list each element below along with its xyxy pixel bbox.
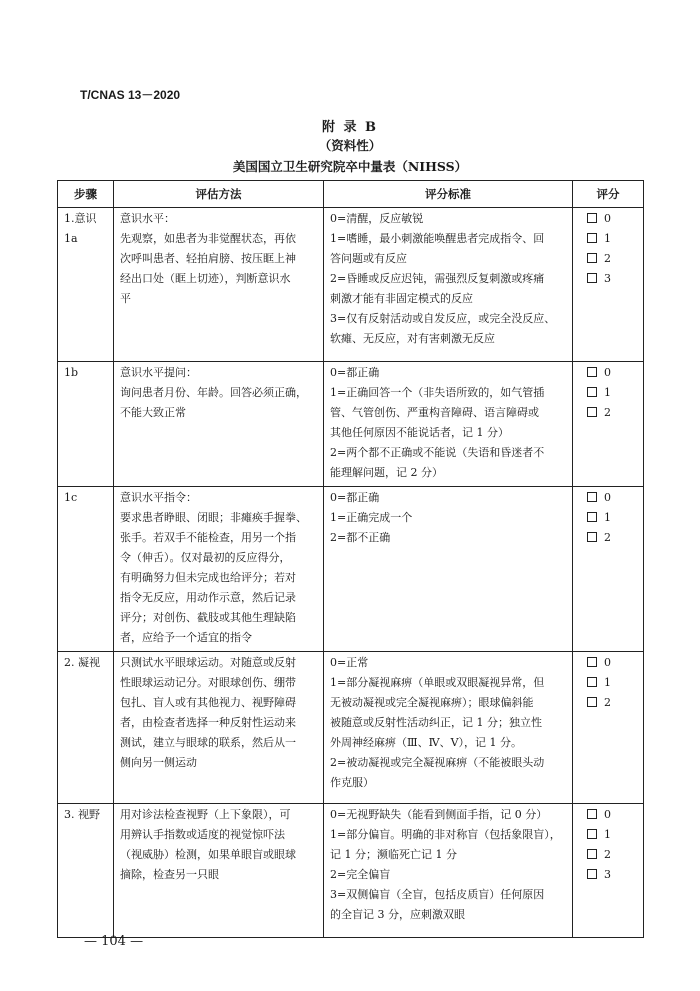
appendix-subtitle: （资料性） bbox=[318, 138, 382, 153]
score-value: 2 bbox=[604, 406, 611, 419]
method-text: 评分；对创伤、截肢或其他生理缺陷 bbox=[120, 611, 296, 624]
criteria-text: 0=清醒，反应敏锐 bbox=[330, 212, 424, 225]
criteria-text: 0=无视野缺失（能看到侧面手指，记 0 分） bbox=[330, 808, 548, 821]
criteria-text: 0=都正确 bbox=[330, 366, 380, 379]
method-text: 性眼球运动记分。对眼球创伤、绷带 bbox=[120, 676, 296, 689]
checkbox-icon[interactable] bbox=[587, 512, 597, 522]
checkbox-icon[interactable] bbox=[587, 213, 597, 223]
header-criteria: 评分标准 bbox=[324, 181, 573, 208]
score-value: 0 bbox=[604, 366, 611, 379]
score-value: 0 bbox=[604, 656, 611, 669]
method-text: 用辨认手指数或适度的视觉惊吓法 bbox=[120, 828, 285, 841]
score-option[interactable] bbox=[579, 383, 638, 403]
method-text: 摘除，检查另一只眼 bbox=[120, 868, 219, 881]
criteria-text: 1=正确回答一个（非失语所致的，如气管插 bbox=[330, 386, 545, 399]
step-cell bbox=[58, 652, 114, 804]
table-row bbox=[58, 362, 644, 487]
checkbox-icon[interactable] bbox=[587, 697, 597, 707]
checkbox-icon[interactable] bbox=[587, 233, 597, 243]
method-text: 包扎、盲人或有其他视力、视野障碍 bbox=[120, 696, 296, 709]
score-value: 1 bbox=[604, 511, 611, 524]
criteria-text: 0=正常 bbox=[330, 656, 369, 669]
score-value: 2 bbox=[604, 696, 611, 709]
score-cell bbox=[573, 208, 644, 362]
checkbox-icon[interactable] bbox=[587, 253, 597, 263]
step-text: 1b bbox=[64, 366, 79, 379]
criteria-cell bbox=[324, 487, 573, 652]
step-text: 1c bbox=[64, 491, 78, 504]
method-text: 指令无反应，用动作示意，然后记录 bbox=[120, 591, 296, 604]
checkbox-icon[interactable] bbox=[587, 829, 597, 839]
criteria-text: 1=部分偏盲。明确的非对称盲（包括象限盲）， bbox=[330, 828, 561, 841]
criteria-text: 2=完全偏盲 bbox=[330, 868, 391, 881]
score-option[interactable] bbox=[579, 363, 638, 383]
appendix-title: 附 录 B bbox=[321, 120, 379, 135]
criteria-text: 2=昏睡或反应迟钝，需强烈反复刺激或疼痛 bbox=[330, 272, 545, 285]
method-cell bbox=[114, 804, 324, 938]
table-row bbox=[58, 652, 644, 804]
table-row bbox=[58, 487, 644, 652]
method-cell bbox=[114, 652, 324, 804]
criteria-text: 3=仅有反射活动或自发反应，或完全没反应、 bbox=[330, 312, 556, 325]
checkbox-icon[interactable] bbox=[587, 869, 597, 879]
score-option[interactable] bbox=[579, 693, 638, 713]
table-row bbox=[58, 804, 644, 938]
score-cell bbox=[573, 804, 644, 938]
step-cell bbox=[58, 362, 114, 487]
nihss-table bbox=[57, 180, 644, 938]
criteria-text: 无被动凝视或完全凝视麻痹）；眼球偏斜能 bbox=[330, 696, 534, 709]
score-value: 1 bbox=[604, 386, 611, 399]
criteria-text: 0=都正确 bbox=[330, 491, 380, 504]
score-option[interactable] bbox=[579, 403, 638, 423]
table-header-row bbox=[58, 181, 644, 208]
method-text: 要求患者睁眼、闭眼；非瘫痪手握拳、 bbox=[120, 511, 307, 524]
score-value: 0 bbox=[604, 491, 611, 504]
checkbox-icon[interactable] bbox=[587, 492, 597, 502]
table-body bbox=[58, 208, 644, 938]
criteria-text: 3=双侧偏盲（全盲，包括皮质盲）任何原因 bbox=[330, 888, 545, 901]
checkbox-icon[interactable] bbox=[587, 532, 597, 542]
score-option[interactable] bbox=[579, 653, 638, 673]
criteria-text: 记 1 分；濒临死亡记 1 分 bbox=[330, 848, 457, 861]
score-option[interactable] bbox=[579, 673, 638, 693]
method-text: 经出口处（眶上切迹），判断意识水 bbox=[120, 272, 291, 285]
score-option[interactable] bbox=[579, 209, 638, 229]
method-text: 有明确努力但未完成也给评分；若对 bbox=[120, 571, 296, 584]
criteria-text: 2=都不正确 bbox=[330, 531, 391, 544]
criteria-text: 1=部分凝视麻痹（单眼或双眼凝视异常，但 bbox=[330, 676, 545, 689]
method-text: 次呼叫患者、轻拍肩膀、按压眶上神 bbox=[120, 252, 296, 265]
method-text: 平 bbox=[120, 292, 131, 305]
method-text: 令（伸舌）。仅对最初的反应得分， bbox=[120, 551, 291, 564]
score-value: 0 bbox=[604, 808, 611, 821]
method-text: 意识水平： bbox=[120, 212, 175, 225]
method-text: 侧向另一侧运动 bbox=[120, 756, 197, 769]
score-option[interactable] bbox=[579, 865, 638, 885]
method-cell bbox=[114, 487, 324, 652]
step-text: 1.意识 bbox=[64, 212, 97, 225]
score-value: 0 bbox=[604, 212, 611, 225]
method-text: 者，由检查者选择一种反射性运动来 bbox=[120, 716, 296, 729]
method-text: 测试，建立与眼球的联系，然后从一 bbox=[120, 736, 296, 749]
step-text: 2. 凝视 bbox=[64, 656, 100, 669]
criteria-cell bbox=[324, 362, 573, 487]
score-cell bbox=[573, 362, 644, 487]
checkbox-icon[interactable] bbox=[587, 273, 597, 283]
criteria-text: 的全盲记 3 分，应刺激双眼 bbox=[330, 908, 465, 921]
step-cell bbox=[58, 208, 114, 362]
method-cell bbox=[114, 208, 324, 362]
method-cell bbox=[114, 362, 324, 487]
criteria-text: 1=正确完成一个 bbox=[330, 511, 413, 524]
step-text: 1a bbox=[64, 232, 78, 245]
method-text: 用对诊法检查视野（上下象限），可 bbox=[120, 808, 291, 821]
checkbox-icon[interactable] bbox=[587, 809, 597, 819]
criteria-cell bbox=[324, 208, 573, 362]
score-option[interactable] bbox=[579, 845, 638, 865]
score-option[interactable] bbox=[579, 229, 638, 249]
score-value: 2 bbox=[604, 531, 611, 544]
step-cell bbox=[58, 804, 114, 938]
score-value: 3 bbox=[604, 272, 611, 285]
criteria-cell bbox=[324, 652, 573, 804]
score-option[interactable] bbox=[579, 528, 638, 548]
score-value: 2 bbox=[604, 848, 611, 861]
document-code: T/CNAS 13－2020 bbox=[80, 88, 181, 102]
header-method: 评估方法 bbox=[114, 181, 324, 208]
score-option[interactable] bbox=[579, 249, 638, 269]
checkbox-icon[interactable] bbox=[587, 367, 597, 377]
header-score: 评分 bbox=[573, 181, 644, 208]
score-option[interactable] bbox=[579, 488, 638, 508]
checkbox-icon[interactable] bbox=[587, 407, 597, 417]
score-value: 1 bbox=[604, 828, 611, 841]
score-value: 1 bbox=[604, 676, 611, 689]
criteria-text: 2=被动凝视或完全凝视麻痹（不能被眼头动 bbox=[330, 756, 545, 769]
criteria-text: 外周神经麻痹（Ⅲ、Ⅳ、Ⅴ），记 1 分。 bbox=[330, 736, 523, 749]
score-option[interactable] bbox=[579, 508, 638, 528]
header-step: 步骤 bbox=[58, 181, 114, 208]
method-text: （视威胁）检测，如果单眼盲或眼球 bbox=[120, 848, 296, 861]
checkbox-icon[interactable] bbox=[587, 657, 597, 667]
criteria-text: 被随意或反射性活动纠正，记 1 分；独立性 bbox=[330, 716, 542, 729]
score-cell bbox=[573, 652, 644, 804]
checkbox-icon[interactable] bbox=[587, 849, 597, 859]
table-title: 美国国立卫生研究院卒中量表（NIHSS） bbox=[232, 159, 468, 174]
criteria-text: 管、气管创伤、严重构音障碍、语言障碍或 bbox=[330, 406, 539, 419]
step-cell bbox=[58, 487, 114, 652]
checkbox-icon[interactable] bbox=[587, 677, 597, 687]
score-value: 3 bbox=[604, 868, 611, 881]
page-number: — 104 — bbox=[84, 934, 144, 949]
method-text: 者，应给予一个适宜的指令 bbox=[120, 631, 252, 644]
criteria-text: 1=嗜睡，最小刺激能唤醒患者完成指令、回 bbox=[330, 232, 545, 245]
method-text: 意识水平指令： bbox=[120, 491, 197, 504]
step-text: 3. 视野 bbox=[64, 808, 100, 821]
method-text: 先观察，如患者为非觉醒状态，再依 bbox=[120, 232, 296, 245]
score-cell bbox=[573, 487, 644, 652]
method-text: 不能大致正常 bbox=[120, 406, 186, 419]
checkbox-icon[interactable] bbox=[587, 387, 597, 397]
score-option[interactable] bbox=[579, 825, 638, 845]
table-row bbox=[58, 208, 644, 362]
criteria-text: 能理解问题，记 2 分） bbox=[330, 466, 443, 479]
score-value: 2 bbox=[604, 252, 611, 265]
criteria-text: 刺激才能有非固定模式的反应 bbox=[330, 292, 473, 305]
method-text: 询问患者月份、年龄。回答必须正确， bbox=[120, 386, 307, 399]
method-text: 只测试水平眼球运动。对随意或反射 bbox=[120, 656, 296, 669]
score-option[interactable] bbox=[579, 269, 638, 289]
criteria-text: 其他任何原因不能说话者，记 1 分） bbox=[330, 426, 509, 439]
criteria-text: 2=两个都不正确或不能说（失语和昏迷者不 bbox=[330, 446, 545, 459]
score-value: 1 bbox=[604, 232, 611, 245]
criteria-cell bbox=[324, 804, 573, 938]
score-option[interactable] bbox=[579, 805, 638, 825]
method-text: 张手。若双手不能检查，用另一个指 bbox=[120, 531, 296, 544]
criteria-text: 答问题或有反应 bbox=[330, 252, 407, 265]
method-text: 意识水平提问： bbox=[120, 366, 197, 379]
criteria-text: 作克服） bbox=[330, 776, 374, 789]
criteria-text: 软瘫、无反应，对有害刺激无反应 bbox=[330, 332, 495, 345]
